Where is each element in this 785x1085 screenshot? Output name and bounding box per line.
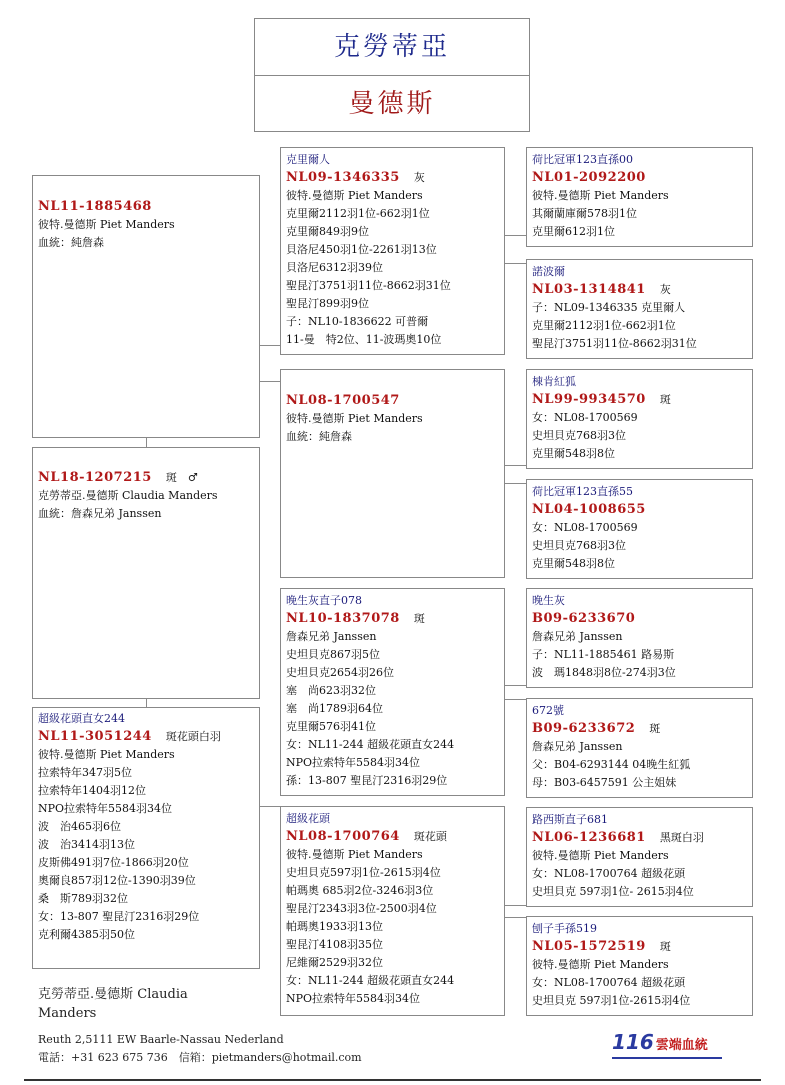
grandsire-paternal-color: 灰 bbox=[413, 171, 425, 184]
great-grandparent-caption: 路西斯直子681 bbox=[532, 813, 608, 826]
granddam-maternal-info-line: 尼維爾2529羽32位 bbox=[286, 956, 383, 969]
great-grandparent-card bbox=[526, 259, 753, 359]
logo-text: 雲端血統 bbox=[655, 1038, 708, 1053]
grandsire-maternal-info-line: NPO拉索特年5584羽34位 bbox=[286, 756, 421, 769]
logo-number: 116 bbox=[612, 1030, 654, 1054]
great-grandparent-info-line: 父：B04-6293144 04晚生紅狐 bbox=[532, 758, 691, 771]
great-grandparent-info-line: 詹森兄弟 Janssen bbox=[532, 630, 623, 643]
great-grandparent-info-line: 克里爾2112羽1位-662羽1位 bbox=[532, 319, 676, 332]
great-grandparent-card bbox=[526, 807, 753, 907]
grandsire-maternal-ring-line bbox=[286, 610, 500, 628]
dam-info-line: 拉索特年1404羽12位 bbox=[38, 784, 146, 797]
great-grandparent-info-line: 女：NL08-1700569 bbox=[532, 411, 638, 424]
great-grandparent-caption: 棟肯紅狐 bbox=[532, 375, 576, 388]
great-grandparent-info-line: 彼特.曼德斯 Piet Manders bbox=[532, 189, 669, 202]
granddam-maternal-info-line: 聖昆汀4108羽35位 bbox=[286, 938, 383, 951]
dam-color: 斑花頭白羽 bbox=[165, 730, 221, 743]
granddam-paternal-card bbox=[280, 369, 505, 578]
grandsire-maternal-caption: 晚生灰直子078 bbox=[286, 594, 362, 607]
brand-logo bbox=[612, 1030, 722, 1056]
title-box bbox=[254, 18, 530, 132]
great-grandparent-ring-number: NL04-1008655 bbox=[532, 502, 646, 517]
great-grandparent-info-line: 詹森兄弟 Janssen bbox=[532, 740, 623, 753]
grandsire-paternal-info-line: 聖昆汀3751羽11位-8662羽31位 bbox=[286, 279, 451, 292]
sire-ring-number: NL11-1885468 bbox=[38, 199, 152, 214]
great-grandparent-card bbox=[526, 479, 753, 579]
great-grandparent-info-line: 史坦貝克768羽3位 bbox=[532, 539, 626, 552]
grandsire-maternal-info-line: 詹森兄弟 Janssen bbox=[286, 630, 377, 643]
granddam-paternal-ring-number: NL08-1700547 bbox=[286, 393, 400, 408]
great-grandparent-caption: 672號 bbox=[532, 704, 564, 717]
grandsire-maternal-color: 斑 bbox=[413, 612, 425, 625]
great-grandparent-info-line: 女：NL08-1700764 超級花頭 bbox=[532, 867, 686, 880]
dam-info-line: 波 治465羽6位 bbox=[38, 820, 121, 833]
great-grandparent-color: 斑 bbox=[649, 722, 661, 735]
grandsire-paternal-info-line: 克里爾849羽9位 bbox=[286, 225, 369, 238]
great-grandparent-ring-line bbox=[532, 720, 748, 738]
owner-footer-line1: 克勞蒂亞.曼德斯 Claudia bbox=[38, 987, 188, 1002]
sire-info-line: 血統：純詹森 bbox=[38, 236, 104, 249]
grandsire-paternal-info-line: 11-曼 特2位、11-波瑪奧10位 bbox=[286, 333, 442, 346]
owner-footer bbox=[38, 985, 258, 1023]
great-grandparent-card bbox=[526, 147, 753, 247]
great-grandparent-caption: 諾波爾 bbox=[532, 265, 565, 278]
dam-info-line: 桑 斯789羽32位 bbox=[38, 892, 128, 905]
great-grandparent-ring-number: B09-6233670 bbox=[532, 611, 636, 626]
grandsire-maternal-info-line: 史坦貝克2654羽26位 bbox=[286, 666, 394, 679]
great-grandparent-card bbox=[526, 698, 753, 798]
great-grandparent-info-line: 克里爾612羽1位 bbox=[532, 225, 615, 238]
great-grandparent-caption: 荷比冠軍123直孫55 bbox=[532, 485, 633, 498]
granddam-maternal-info-line: 史坦貝克597羽1位-2615羽4位 bbox=[286, 866, 441, 879]
grandsire-paternal-info-line: 貝洛尼6312羽39位 bbox=[286, 261, 383, 274]
granddam-maternal-color: 斑花頭 bbox=[413, 830, 447, 843]
great-grandparent-card bbox=[526, 916, 753, 1016]
granddam-maternal-ring-line bbox=[286, 828, 500, 846]
self-ring-line bbox=[38, 469, 255, 487]
great-grandparent-ring-line bbox=[532, 281, 748, 299]
great-grandparent-ring-number: NL01-2092200 bbox=[532, 170, 646, 185]
grandsire-paternal-ring-line bbox=[286, 169, 500, 187]
great-grandparent-info-line: 克里爾548羽8位 bbox=[532, 557, 615, 570]
great-grandparent-ring-number: NL99-9934570 bbox=[532, 392, 646, 407]
grandsire-maternal-info-line: 史坦貝克867羽5位 bbox=[286, 648, 380, 661]
great-grandparent-info-line: 波 瑪1848羽8位-274羽3位 bbox=[532, 666, 676, 679]
great-grandparent-ring-number: NL06-1236681 bbox=[532, 830, 646, 845]
granddam-paternal-info-line: 彼特.曼德斯 Piet Manders bbox=[286, 412, 423, 425]
great-grandparent-info-line: 母：B03-6457591 公主姐妹 bbox=[532, 776, 677, 789]
great-grandparent-ring-line bbox=[532, 391, 748, 409]
grandsire-paternal-info-line: 貝洛尼450羽1位-2261羽13位 bbox=[286, 243, 437, 256]
dam-ring-line bbox=[38, 728, 255, 746]
great-grandparent-info-line: 其爾蘭庫爾578羽1位 bbox=[532, 207, 637, 220]
great-grandparent-info-line: 彼特.曼德斯 Piet Manders bbox=[532, 849, 669, 862]
grandsire-maternal-info-line: 女：NL11-244 超級花頭直女244 bbox=[286, 738, 455, 751]
great-grandparent-info-line: 女：NL08-1700569 bbox=[532, 521, 638, 534]
great-grandparent-card bbox=[526, 588, 753, 688]
granddam-maternal-card bbox=[280, 806, 505, 1016]
grandsire-paternal-info-line: 子：NL10-1836622 可普爾 bbox=[286, 315, 429, 328]
grandsire-maternal-info-line: 孫：13-807 聖昆汀2316羽29位 bbox=[286, 774, 448, 787]
great-grandparent-info-line: 彼特.曼德斯 Piet Manders bbox=[532, 958, 669, 971]
granddam-maternal-info-line: 帕瑪奧1933羽13位 bbox=[286, 920, 383, 933]
great-grandparent-color: 斑 bbox=[659, 393, 671, 406]
great-grandparent-caption: 刨子手孫519 bbox=[532, 922, 597, 935]
grandsire-maternal-info-line: 塞 尚623羽32位 bbox=[286, 684, 376, 697]
great-grandparent-info-line: 子：NL11-1885461 路易斯 bbox=[532, 648, 675, 661]
dam-info-line: 奧爾良857羽12位-1390羽39位 bbox=[38, 874, 196, 887]
great-grandparent-info-line: 子：NL09-1346335 克里爾人 bbox=[532, 301, 686, 314]
owner-name-line2: 曼德斯 bbox=[348, 89, 436, 119]
dam-info-line: 波 治3414羽13位 bbox=[38, 838, 135, 851]
great-grandparent-info-line: 史坦貝克 597羽1位-2615羽4位 bbox=[532, 994, 691, 1007]
grandsire-paternal-caption: 克里爾人 bbox=[286, 153, 330, 166]
self-info-line: 血統：詹森兄弟 Janssen bbox=[38, 507, 162, 520]
great-grandparent-ring-number: NL03-1314841 bbox=[532, 282, 646, 297]
great-grandparent-ring-line bbox=[532, 501, 748, 519]
great-grandparent-ring-line bbox=[532, 829, 748, 847]
footer-divider bbox=[24, 1079, 761, 1081]
contact-line: 電話：+31 623 675 736 信箱：pietmanders@hotmail.com bbox=[38, 1051, 362, 1064]
granddam-paternal-info-line: 血統：純詹森 bbox=[286, 430, 352, 443]
grandsire-paternal-info-line: 彼特.曼德斯 Piet Manders bbox=[286, 189, 423, 202]
great-grandparent-caption: 晚生灰 bbox=[532, 594, 565, 607]
great-grandparent-info-line: 女：NL08-1700764 超級花頭 bbox=[532, 976, 686, 989]
logo-underline bbox=[612, 1057, 722, 1059]
grandsire-paternal-card bbox=[280, 147, 505, 355]
grandsire-maternal-info-line: 克里爾576羽41位 bbox=[286, 720, 376, 733]
granddam-maternal-caption: 超級花頭 bbox=[286, 812, 330, 825]
granddam-maternal-info-line: 帕瑪奧 685羽2位-3246羽3位 bbox=[286, 884, 434, 897]
grandsire-maternal-info-line: 塞 尚1789羽64位 bbox=[286, 702, 383, 715]
owner-footer-line2: Manders bbox=[38, 1006, 97, 1021]
dam-card bbox=[32, 707, 260, 969]
great-grandparent-caption: 荷比冠軍123直孫00 bbox=[532, 153, 633, 166]
dam-caption: 超級花頭直女244 bbox=[38, 712, 125, 725]
sire-info-line: 彼特.曼德斯 Piet Manders bbox=[38, 218, 175, 231]
grandsire-paternal-ring-number: NL09-1346335 bbox=[286, 170, 400, 185]
self-ring-number: NL18-1207215 bbox=[38, 470, 152, 485]
dam-info-line: 克利爾4385羽50位 bbox=[38, 928, 135, 941]
dam-info-line: NPO拉索特年5584羽34位 bbox=[38, 802, 173, 815]
great-grandparent-info-line: 聖昆汀3751羽11位-8662羽31位 bbox=[532, 337, 697, 350]
great-grandparent-info-line: 史坦貝克 597羽1位- 2615羽4位 bbox=[532, 885, 694, 898]
dam-info-line: 彼特.曼德斯 Piet Manders bbox=[38, 748, 175, 761]
self-card bbox=[32, 447, 260, 699]
great-grandparent-ring-line bbox=[532, 610, 748, 628]
grandsire-paternal-info-line: 克里爾2112羽1位-662羽1位 bbox=[286, 207, 430, 220]
granddam-maternal-info-line: 彼特.曼德斯 Piet Manders bbox=[286, 848, 423, 861]
great-grandparent-ring-number: NL05-1572519 bbox=[532, 939, 646, 954]
great-grandparent-ring-line bbox=[532, 938, 748, 956]
address-line: Reuth 2,5111 EW Baarle-Nassau Nederland bbox=[38, 1033, 284, 1046]
sire-card bbox=[32, 175, 260, 438]
dam-info-line: 拉索特年347羽5位 bbox=[38, 766, 132, 779]
granddam-maternal-info-line: NPO拉索特年5584羽34位 bbox=[286, 992, 421, 1005]
great-grandparent-card bbox=[526, 369, 753, 469]
great-grandparent-info-line: 史坦貝克768羽3位 bbox=[532, 429, 626, 442]
great-grandparent-info-line: 克里爾548羽8位 bbox=[532, 447, 615, 460]
dam-info-line: 皮斯佛491羽7位-1866羽20位 bbox=[38, 856, 189, 869]
granddam-maternal-info-line: 聖昆汀2343羽3位-2500羽4位 bbox=[286, 902, 437, 915]
dam-ring-number: NL11-3051244 bbox=[38, 729, 152, 744]
great-grandparent-ring-number: B09-6233672 bbox=[532, 721, 636, 736]
owner-name-line1: 克勞蒂亞 bbox=[255, 19, 529, 76]
granddam-maternal-info-line: 女：NL11-244 超級花頭直女244 bbox=[286, 974, 455, 987]
grandsire-maternal-ring-number: NL10-1837078 bbox=[286, 611, 400, 626]
contact-block bbox=[38, 1031, 478, 1067]
self-info-line: 克勞蒂亞.曼德斯 Claudia Manders bbox=[38, 489, 218, 502]
grandsire-maternal-card bbox=[280, 588, 505, 796]
self-color-sex: 斑 ♂ bbox=[165, 471, 198, 484]
grandsire-paternal-info-line: 聖昆汀899羽9位 bbox=[286, 297, 369, 310]
great-grandparent-color: 黑斑白羽 bbox=[659, 831, 704, 844]
great-grandparent-ring-line bbox=[532, 169, 748, 187]
great-grandparent-color: 灰 bbox=[659, 283, 671, 296]
granddam-maternal-ring-number: NL08-1700764 bbox=[286, 829, 400, 844]
great-grandparent-color: 斑 bbox=[659, 940, 671, 953]
dam-info-line: 女：13-807 聖昆汀2316羽29位 bbox=[38, 910, 200, 923]
